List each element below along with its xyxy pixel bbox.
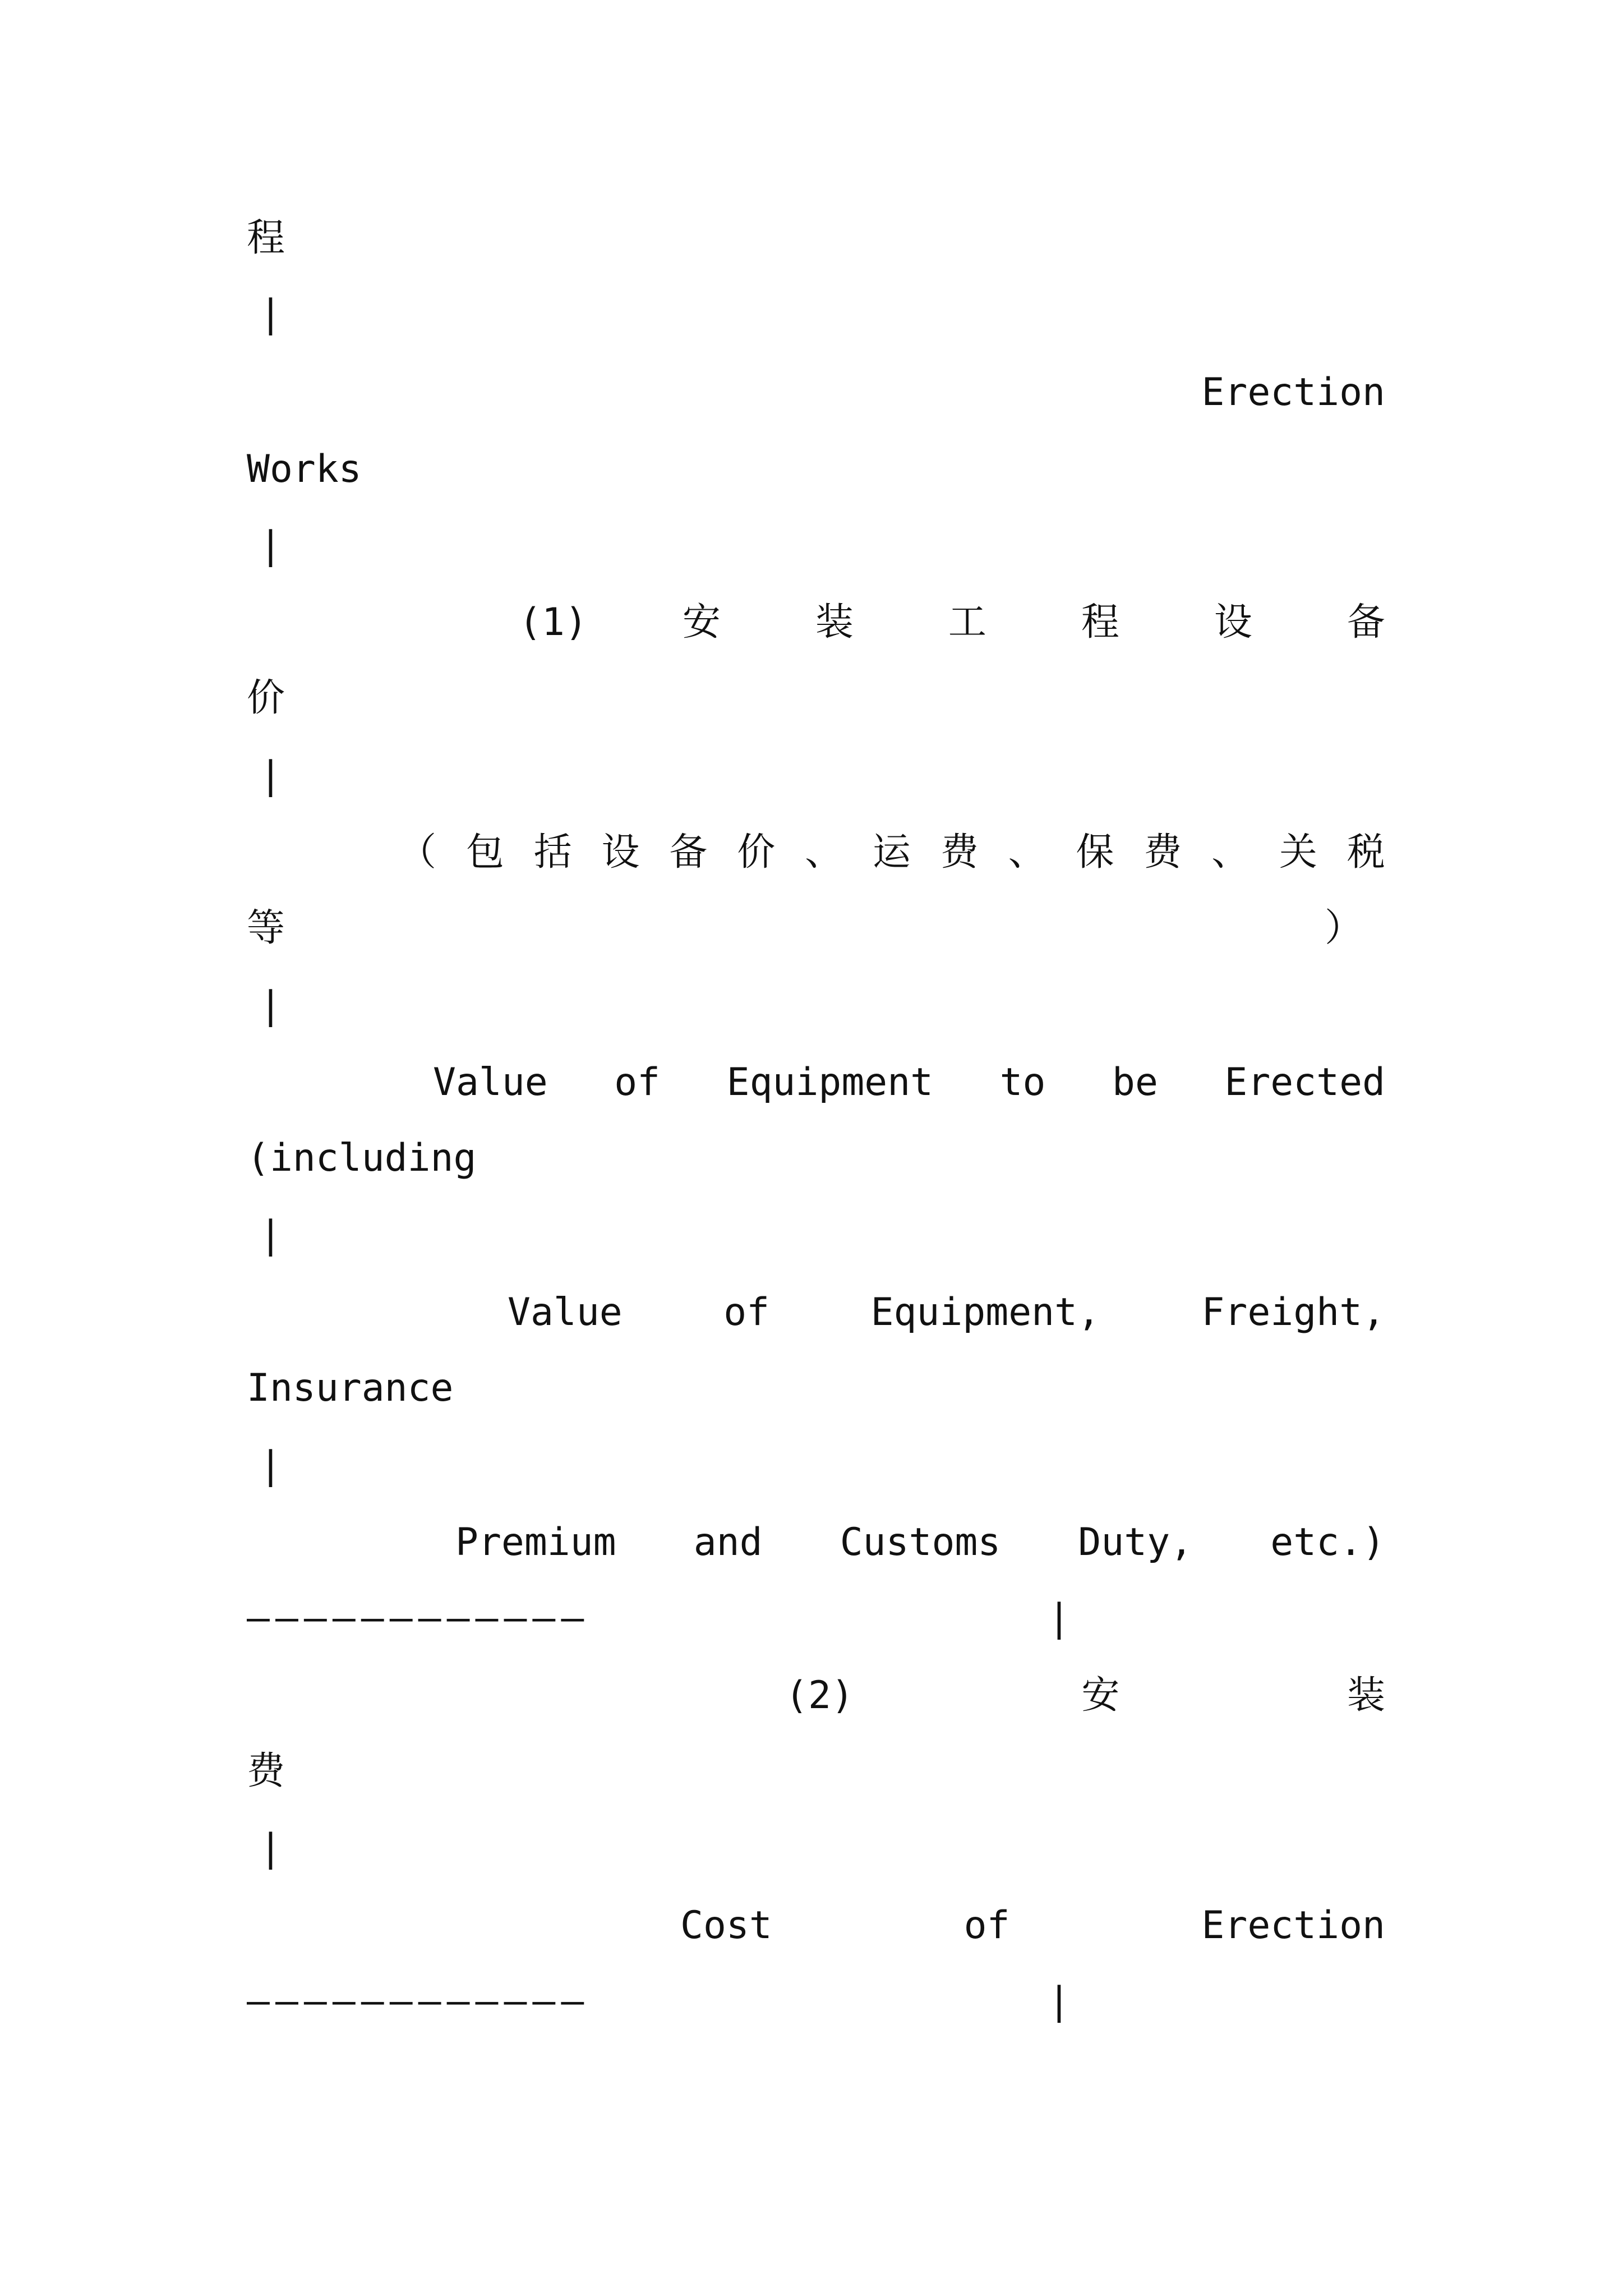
text-fragment: 运 xyxy=(872,830,911,875)
text-fragment: Equipment, xyxy=(870,1290,1100,1335)
text-fragment: 备 xyxy=(669,830,708,875)
text-fragment: （ xyxy=(398,830,437,875)
text-line xyxy=(247,439,1385,500)
text-fragment: 关 xyxy=(1279,830,1317,875)
text-line xyxy=(247,1358,1385,1419)
table-border-bar: | xyxy=(1048,1596,1071,1640)
text-fragment: 备 xyxy=(1347,600,1385,645)
text-fragment: and xyxy=(693,1520,763,1565)
text-line xyxy=(247,1128,1385,1189)
text-fragment: etc.) xyxy=(1270,1520,1385,1565)
text-fragment: 、 xyxy=(805,830,843,875)
text-fragment: (1) xyxy=(519,600,588,645)
text-fragment: of xyxy=(614,1060,661,1105)
justified-line xyxy=(785,1665,1385,1727)
text-fragment: to xyxy=(999,1060,1046,1105)
text-fragment: (including xyxy=(247,1136,477,1180)
dash-rule: ———————————— xyxy=(247,1596,590,1640)
text-fragment: (2) xyxy=(785,1673,854,1718)
text-fragment: 价 xyxy=(737,830,776,875)
text-fragment: 包 xyxy=(465,830,504,875)
text-fragment: Insurance xyxy=(247,1366,454,1410)
text-fragment: ） xyxy=(1324,906,1363,950)
separator-line xyxy=(247,1588,1385,1649)
table-border-bar: | xyxy=(259,753,282,798)
text-line xyxy=(247,362,1385,424)
text-fragment: Premium xyxy=(455,1520,616,1565)
text-fragment: Customs xyxy=(840,1520,1001,1565)
justified-line xyxy=(433,1052,1385,1114)
text-fragment: 保 xyxy=(1076,830,1114,875)
table-border-bar: | xyxy=(1048,1979,1071,2023)
text-fragment: 设 xyxy=(1214,600,1252,645)
text-fragment: 税 xyxy=(1347,830,1385,875)
text-fragment: 费 xyxy=(940,830,979,875)
text-fragment: 、 xyxy=(1211,830,1250,875)
text-fragment: Erected xyxy=(1224,1060,1385,1105)
text-fragment: of xyxy=(963,1903,1010,1948)
text-fragment: 费 xyxy=(247,1749,285,1793)
separator-line xyxy=(247,1971,1385,2032)
text-fragment: 程 xyxy=(247,216,285,260)
text-fragment: Cost xyxy=(680,1903,772,1948)
text-fragment: 装 xyxy=(1347,1673,1385,1718)
table-border-bar: | xyxy=(259,1213,282,1257)
text-fragment: Erection xyxy=(1201,370,1385,415)
text-fragment: 、 xyxy=(1008,830,1046,875)
text-fragment: of xyxy=(723,1290,770,1335)
text-fragment: Equipment xyxy=(726,1060,934,1105)
text-fragment: Freight, xyxy=(1201,1290,1385,1335)
text-fragment: 括 xyxy=(533,830,572,875)
text-fragment: Works xyxy=(247,447,362,491)
text-fragment: 程 xyxy=(1081,600,1119,645)
table-border-bar: | xyxy=(259,292,282,336)
text-fragment: 等 xyxy=(247,906,285,950)
table-border-bar: | xyxy=(259,983,282,1028)
text-fragment: Value xyxy=(508,1290,623,1335)
dash-rule: ———————————— xyxy=(247,1979,590,2023)
text-fragment: 价 xyxy=(247,676,285,720)
justified-line xyxy=(519,592,1385,654)
justified-line xyxy=(455,1512,1385,1573)
text-fragment: Value xyxy=(433,1060,548,1105)
table-border-bar: | xyxy=(259,1443,282,1488)
justified-line xyxy=(398,822,1385,884)
justified-line xyxy=(247,898,1363,959)
justified-line xyxy=(508,1282,1385,1343)
text-fragment: 设 xyxy=(601,830,640,875)
text-fragment: 装 xyxy=(815,600,854,645)
text-line xyxy=(247,668,1385,729)
justified-line xyxy=(680,1895,1385,1957)
text-fragment: Erection xyxy=(1201,1903,1385,1948)
table-border-bar: | xyxy=(259,1826,282,1870)
text-fragment: 费 xyxy=(1144,830,1182,875)
text-fragment: 安 xyxy=(1081,1673,1120,1718)
text-line xyxy=(247,208,1385,269)
text-fragment: 工 xyxy=(948,600,986,645)
text-fragment: be xyxy=(1112,1060,1158,1105)
text-line xyxy=(247,1741,1385,1802)
table-border-bar: | xyxy=(259,523,282,568)
text-fragment: Duty, xyxy=(1078,1520,1193,1565)
text-fragment: 安 xyxy=(682,600,721,645)
